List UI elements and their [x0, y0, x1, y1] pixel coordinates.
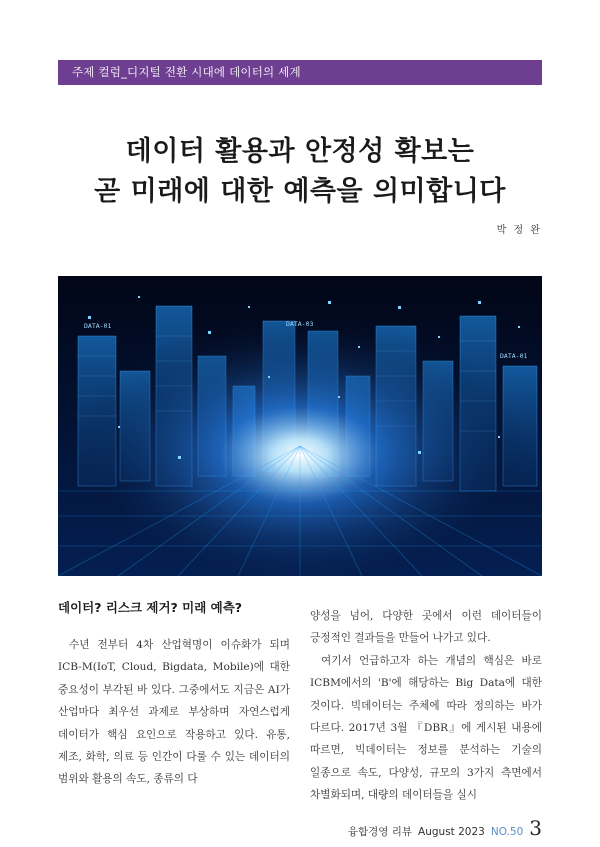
issue-number: NO.50 — [490, 826, 524, 838]
title-line-2: 곧 미래에 대한 예측을 의미합니다 — [94, 176, 506, 207]
paragraph-3: 여기서 언급하고자 하는 개념의 핵심은 바로 ICBM에서의 'B'에 해당하는 Big Data에 대한 것이다. 빅데이터는 주체에 따라 정의하는 바가 다르다. 2017년 3월 『DBR』에 게시된 내용에 따르면, 빅데이터는 정보를 분석하는 기술의 일종으로 속도, 다양성, 규모의 3가지 측면에서 차별화되며, 대량의 데이터들을 실시 — [310, 654, 542, 802]
paragraph-2: 양성을 넘어, 다양한 곳에서 이런 데이터들이 긍정적인 결과들을 만들어 나가고 있다. — [310, 610, 542, 645]
page-number: 3 — [529, 816, 542, 840]
issue-date: August 2023 — [418, 826, 485, 838]
article-column-left — [58, 598, 290, 791]
paragraph-1: 수년 전부터 4차 산업혁명이 이슈화가 되며 ICB-M(IoT, Cloud, Bigdata, Mobile)에 대한 중요성이 부각된 바 있다. 그중에서도 지금은 AI가 산업마다 최우선 과제로 부상하며 자연스럽게 데이터가 핵심 요인으로 작용하고 있다. 유통, 제조, 화학, 의료 등 인간이 다룰 수 있는 데이터의 범위와 활용의 속도, 종류의 다 — [58, 639, 290, 786]
data-label-1: DATA-01 — [84, 322, 112, 330]
journal-name: 융합경영 리뷰 — [347, 826, 413, 838]
section-banner — [58, 60, 542, 85]
page-footer — [348, 816, 542, 840]
title-line-1: 데이터 활용과 안정성 확보는 — [125, 136, 475, 167]
digital-city-illustration — [58, 276, 542, 576]
author-name: 박 정 완 — [496, 225, 542, 236]
banner-text: 주제 컬럼_디지털 전환 시대에 데이터의 세계 — [72, 65, 301, 79]
hero-image — [58, 276, 542, 576]
data-label-3: DATA-01 — [500, 352, 528, 360]
article-subheading: 데이터? 리스크 제거? 미래 예측? — [58, 600, 243, 615]
article-title — [0, 132, 600, 212]
data-label-2: DATA-03 — [286, 320, 314, 328]
article-column-right — [310, 605, 542, 807]
